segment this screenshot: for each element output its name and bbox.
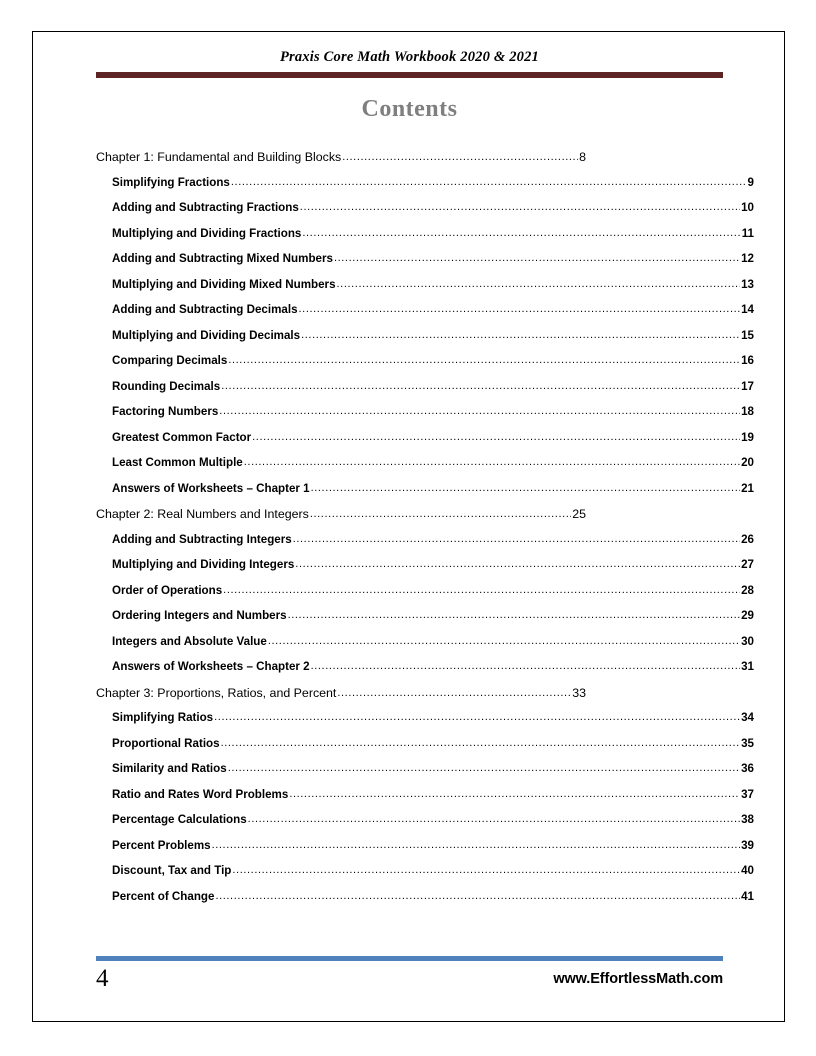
toc-entry-label: Integers and Absolute Value xyxy=(112,634,267,648)
toc-dot-leader xyxy=(295,558,740,570)
toc-dot-leader xyxy=(300,201,740,213)
toc-entry-label: Percentage Calculations xyxy=(112,813,247,826)
toc-dot-leader xyxy=(248,813,740,825)
toc-entry-page-number: 13 xyxy=(741,277,754,291)
toc-section-entry[interactable] xyxy=(33,609,786,635)
toc-entry-label: Least Common Multiple xyxy=(112,456,243,469)
toc-dot-leader xyxy=(232,864,740,876)
page-footer xyxy=(96,966,723,991)
toc-entry-page-number: 35 xyxy=(741,736,754,750)
toc-entry-page-number: 27 xyxy=(741,558,754,571)
toc-entry-page-number: 25 xyxy=(572,507,586,521)
toc-entry-label: Factoring Numbers xyxy=(112,405,219,418)
toc-dot-leader xyxy=(228,354,740,366)
toc-dot-leader xyxy=(289,788,740,800)
toc-entry-label: Adding and Subtracting Mixed Numbers xyxy=(112,252,333,265)
toc-section-entry[interactable] xyxy=(33,354,786,380)
toc-entry-label: Multiplying and Dividing Mixed Numbers xyxy=(112,277,336,291)
toc-section-entry[interactable] xyxy=(33,176,786,202)
toc-section-entry[interactable] xyxy=(33,329,786,355)
toc-section-entry[interactable] xyxy=(33,380,786,406)
toc-dot-leader xyxy=(311,482,741,494)
toc-entry-label: Similarity and Ratios xyxy=(112,762,227,775)
toc-entry-label: Answers of Worksheets – Chapter 2 xyxy=(112,660,310,673)
page-title: Contents xyxy=(361,96,458,122)
toc-section-entry[interactable] xyxy=(33,660,786,686)
toc-entry-page-number: 30 xyxy=(741,634,754,648)
toc-section-entry[interactable] xyxy=(33,788,786,814)
toc-entry-page-number: 37 xyxy=(741,787,754,801)
toc-entry-page-number: 36 xyxy=(741,762,754,775)
toc-entry-page-number: 11 xyxy=(741,226,754,240)
toc-section-entry[interactable] xyxy=(33,405,786,431)
toc-entry-label: Multiplying and Dividing Integers xyxy=(112,558,295,571)
toc-entry-page-number: 39 xyxy=(741,838,754,852)
toc-dot-leader xyxy=(214,711,740,723)
toc-entry-label: Percent of Change xyxy=(112,889,215,903)
toc-section-entry[interactable] xyxy=(33,711,786,737)
toc-dot-leader xyxy=(244,456,740,468)
toc-entry-page-number: 8 xyxy=(579,150,586,164)
toc-entry-page-number: 40 xyxy=(741,864,754,877)
toc-section-entry[interactable] xyxy=(33,762,786,788)
toc-entry-label: Multiplying and Dividing Decimals xyxy=(112,328,301,342)
toc-section-entry[interactable] xyxy=(33,737,786,763)
toc-entry-page-number: 38 xyxy=(741,813,754,826)
toc-dot-leader xyxy=(334,252,740,264)
toc-entry-page-number: 9 xyxy=(747,175,754,189)
toc-entry-label: Simplifying Ratios xyxy=(112,711,214,724)
toc-dot-leader xyxy=(228,762,740,774)
toc-entry-label: Adding and Subtracting Integers xyxy=(112,532,292,546)
toc-entry-page-number: 33 xyxy=(572,685,586,700)
toc-entry-label: Ratio and Rates Word Problems xyxy=(112,787,289,801)
toc-entry-page-number: 20 xyxy=(741,456,754,469)
toc-entry-label: Rounding Decimals xyxy=(112,379,221,393)
footer-website: www.EffortlessMath.com xyxy=(553,970,723,987)
toc-section-entry[interactable] xyxy=(33,584,786,610)
toc-entry-page-number: 12 xyxy=(741,252,754,265)
book-title: Praxis Core Math Workbook 2020 & 2021 xyxy=(279,49,540,65)
toc-entry-label: Chapter 2: Real Numbers and Integers xyxy=(96,507,309,521)
toc-dot-leader xyxy=(293,533,740,545)
toc-chapter-entry[interactable] xyxy=(33,507,786,533)
toc-entry-label: Adding and Subtracting Fractions xyxy=(112,201,299,214)
toc-entry-label: Percent Problems xyxy=(112,838,211,852)
toc-entry-label: Chapter 3: Proportions, Ratios, and Percent xyxy=(96,685,337,700)
toc-entry-page-number: 41 xyxy=(741,889,754,903)
toc-dot-leader xyxy=(310,508,571,520)
toc-entry-page-number: 18 xyxy=(741,405,754,418)
toc-dot-leader xyxy=(288,609,741,621)
toc-entry-page-number: 28 xyxy=(741,583,754,597)
toc-entry-label: Ordering Integers and Numbers xyxy=(112,609,287,622)
toc-chapter-entry[interactable] xyxy=(33,150,786,176)
toc-entry-page-number: 17 xyxy=(741,379,754,393)
toc-dot-leader xyxy=(311,660,741,672)
toc-section-entry[interactable] xyxy=(33,303,786,329)
footer-page-number: 4 xyxy=(96,965,109,992)
toc-dot-leader xyxy=(215,890,740,902)
toc-entry-page-number: 16 xyxy=(741,354,754,367)
table-of-contents xyxy=(33,150,786,915)
toc-entry-label: Answers of Worksheets – Chapter 1 xyxy=(112,481,310,495)
toc-dot-leader xyxy=(301,329,740,341)
toc-entry-page-number: 15 xyxy=(741,328,754,342)
toc-entry-page-number: 26 xyxy=(741,532,754,546)
toc-section-entry[interactable] xyxy=(33,890,786,916)
toc-dot-leader xyxy=(252,431,740,443)
toc-section-entry[interactable] xyxy=(33,839,786,865)
toc-dot-leader xyxy=(231,176,747,188)
toc-section-entry[interactable] xyxy=(33,813,786,839)
toc-entry-page-number: 10 xyxy=(741,201,754,214)
toc-section-entry[interactable] xyxy=(33,278,786,304)
toc-dot-leader xyxy=(342,151,578,163)
toc-dot-leader xyxy=(299,303,741,315)
toc-entry-label: Proportional Ratios xyxy=(112,736,220,750)
toc-entry-page-number: 34 xyxy=(741,711,754,724)
toc-dot-leader xyxy=(212,839,741,851)
toc-section-entry[interactable] xyxy=(33,864,786,890)
toc-dot-leader xyxy=(302,227,740,239)
footer-divider xyxy=(96,956,723,961)
toc-dot-leader xyxy=(223,584,740,596)
toc-entry-label: Comparing Decimals xyxy=(112,354,228,367)
toc-dot-leader xyxy=(221,380,740,392)
toc-dot-leader xyxy=(221,737,741,749)
toc-dot-leader xyxy=(337,278,741,290)
toc-section-entry[interactable] xyxy=(33,252,786,278)
toc-entry-label: Discount, Tax and Tip xyxy=(112,864,232,877)
toc-section-entry[interactable] xyxy=(33,201,786,227)
toc-entry-label: Greatest Common Factor xyxy=(112,430,252,444)
toc-entry-label: Multiplying and Dividing Fractions xyxy=(112,226,302,240)
toc-entry-page-number: 14 xyxy=(741,303,754,316)
toc-entry-page-number: 19 xyxy=(741,430,754,444)
header-divider xyxy=(96,72,723,78)
toc-section-entry[interactable] xyxy=(33,431,786,457)
toc-section-entry[interactable] xyxy=(33,482,786,508)
toc-section-entry[interactable] xyxy=(33,533,786,559)
toc-dot-leader xyxy=(268,635,740,647)
toc-entry-page-number: 21 xyxy=(741,481,754,495)
toc-section-entry[interactable] xyxy=(33,227,786,253)
document-page xyxy=(32,31,785,1022)
toc-dot-leader xyxy=(219,405,740,417)
toc-section-entry[interactable] xyxy=(33,456,786,482)
toc-entry-label: Order of Operations xyxy=(112,583,223,597)
toc-entry-page-number: 31 xyxy=(741,660,754,673)
toc-section-entry[interactable] xyxy=(33,558,786,584)
toc-entry-label: Chapter 1: Fundamental and Building Blocks xyxy=(96,150,342,164)
toc-chapter-entry[interactable] xyxy=(33,686,786,712)
toc-entry-label: Simplifying Fractions xyxy=(112,175,230,189)
toc-section-entry[interactable] xyxy=(33,635,786,661)
toc-entry-label: Adding and Subtracting Decimals xyxy=(112,303,298,316)
toc-entry-page-number: 29 xyxy=(741,609,754,622)
toc-dot-leader xyxy=(337,687,571,699)
page-header xyxy=(96,49,723,78)
